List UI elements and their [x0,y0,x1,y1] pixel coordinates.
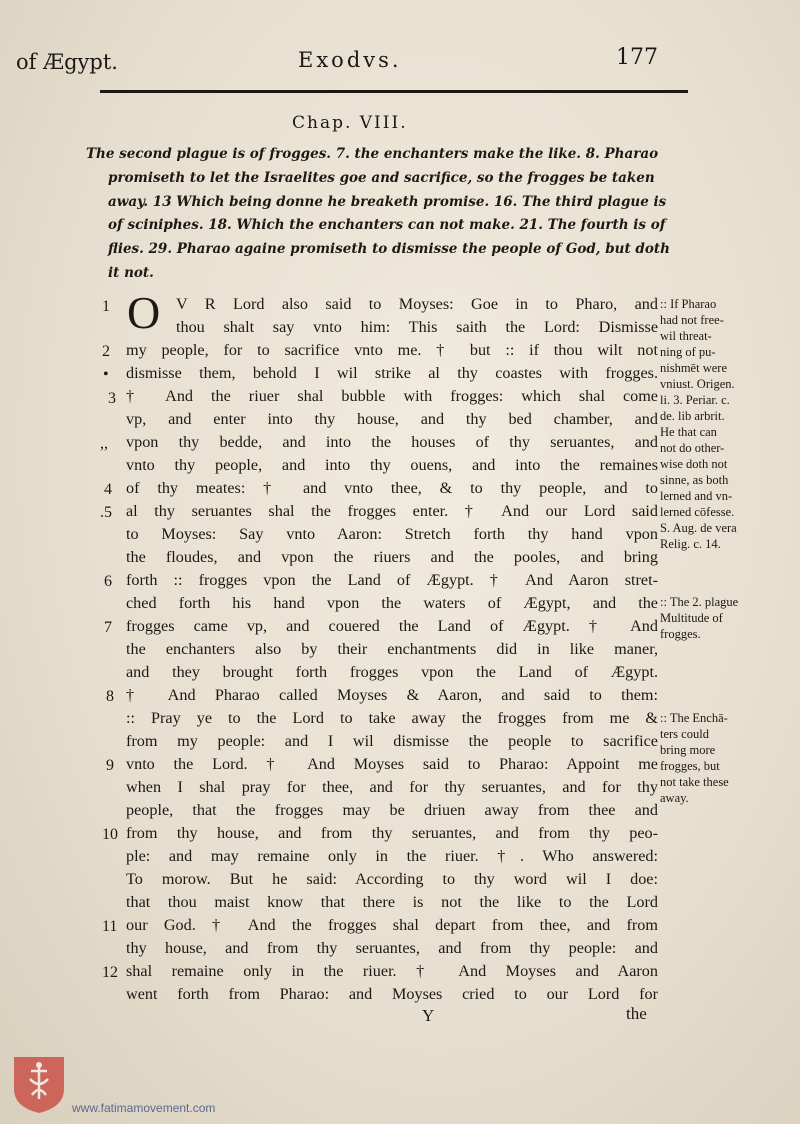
catchword: the [626,1004,647,1023]
body-line: the enchanters also by their enchantments did in like maner, [126,640,658,658]
body-line: and they brought forth frogges vpon the Land of Ægypt. [126,663,658,681]
header-rule [100,90,688,93]
body-line: shal remaine only in the riuer. † And Moyses and Aaron [126,962,658,980]
margin-note: :: If Pharao had not free- wil threat- ning of pu- nishmēt were vniust. Origen. li. 3. Periar. c. de. lib arbrit. He that can not do other- wise doth not sinne, as both lerned and vn- lerned cōfesse. S. Aug. de vera Relig. c. 14. [660,297,737,551]
body-line: the floudes, and vpon the riuers and the pooles, and bring [126,548,658,566]
body-line: † And the riuer shal bubble with frogges: which shal come [126,387,658,405]
body-line: people, that the frogges may be driuen away from thee and [126,801,658,819]
body-line: To morow. But he said: According to thy word wil I doe: [126,870,658,888]
body-line: thou shalt say vnto him: This saith the Lord: Dismisse [176,318,658,336]
drop-cap: O [127,287,161,338]
margin-note: :: The Enchā- ters could bring more frogges, but not take these away. [660,711,729,805]
running-head-left: of Ægypt. [16,50,118,74]
verse-number: 6 [104,573,112,590]
body-line: thy house, and from thy seruantes, and from thy people: and [126,939,658,957]
body-line: forth :: frogges vpon the Land of Ægypt. † And Aaron stret- [126,571,658,589]
body-line: ple: and may remaine only in the riuer. †. Who answered: [126,847,658,865]
body-line: when I shal pray for thee, and for thy seruantes, and for thy [126,778,658,796]
summary-line: flies. 29. Pharao againe promiseth to dismisse the people of God, but doth [108,241,670,258]
body-line: † And Pharao called Moyses & Aaron, and said to them: [126,686,658,704]
signature-mark: Y [422,1006,435,1025]
shield-logo-icon [12,1055,66,1115]
body-line: dismisse them, behold I wil strike al thy coastes with frogges. [126,364,658,382]
verse-number: 9 [106,757,114,774]
chapter-title: Chap. VIII. [292,113,408,133]
body-line: vp, and enter into thy house, and thy bed chamber, and [126,410,658,428]
summary-line: it not. [108,264,154,281]
body-line: my people, for to sacrifice vnto me. † but :: if thou wilt not [126,341,658,359]
verse-number: 7 [104,619,112,636]
watermark-url: www.fatimamovement.com [72,1101,216,1115]
page-number: 177 [616,45,658,70]
body-line: vnto thy people, and into thy ouens, and into the remaines [126,456,658,474]
body-line: ched forth his hand vpon the waters of Ægypt, and the [126,594,658,612]
verse-number: 10 [102,826,118,843]
body-line: of thy meates: † and vnto thee, & to thy people, and to [126,479,658,497]
body-line: that thou maist know that there is not the like to the Lord [126,893,658,911]
verse-number: 11 [102,918,118,935]
verse-number: ,, [100,435,108,452]
body-line: :: Pray ye to the Lord to take away the frogges from me & [126,709,658,727]
verse-number: 2 [102,343,110,360]
body-line: our God. † And the frogges shal depart from thee, and from [126,916,658,934]
summary-line: The second plague is of frogges. 7. the enchanters make the like. 8. Pharao [86,146,659,162]
body-line: from thy house, and from thy seruantes, and from thy peo- [126,824,658,842]
body-line: V R Lord also said to Moyses: Goe in to Pharo, and [176,295,658,313]
summary-line: away. 13 Which being donne he breaketh promise. 16. The third plague is [108,193,667,210]
body-line: al thy seruantes shal the frogges enter. † And our Lord said [126,502,658,520]
summary-line: of sciniphes. 18. Which the enchanters can not make. 21. The fourth is of [108,217,666,234]
body-line: to Moyses: Say vnto Aaron: Stretch forth thy hand vpon [126,525,658,543]
verse-number: 1 [102,298,110,315]
verse-number: 8 [106,688,114,705]
verse-number: 4 [104,481,112,498]
running-head-title: Exodvs. [298,48,402,72]
chapter-summary [86,143,670,286]
summary-line: promiseth to let the Israelites goe and sacrifice, so the frogges be taken [108,169,655,186]
body-line: from my people: and I wil dismisse the people to sacrifice [126,732,658,750]
body-line: vnto the Lord. † And Moyses said to Pharao: Appoint me [126,755,658,773]
body-line: vpon thy bedde, and into the houses of thy seruantes, and [126,433,658,451]
body-line: went forth from Pharao: and Moyses cried to our Lord for [126,985,658,1003]
body-line: frogges came vp, and couered the Land of Ægypt. † And [126,617,658,635]
verse-number: 12 [102,964,118,981]
verse-number: .5 [100,504,112,521]
verse-number: 3 [108,390,116,407]
margin-note: :: The 2. plague Multitude of frogges. [660,595,739,641]
verse-number: • [103,366,109,383]
